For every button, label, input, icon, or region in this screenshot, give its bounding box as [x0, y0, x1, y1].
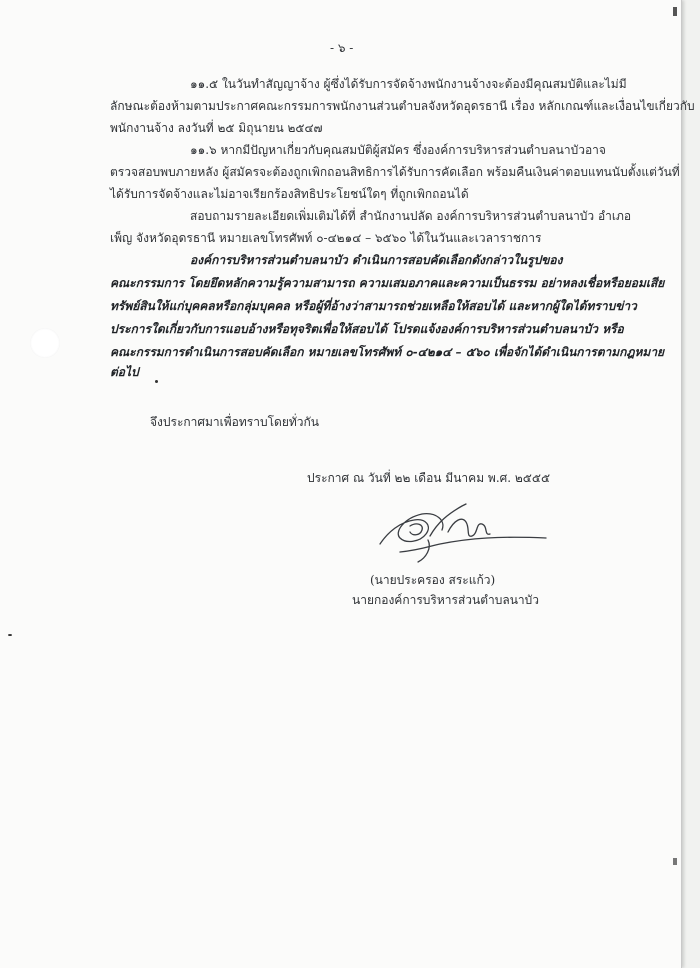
announcement-date: ประกาศ ณ วันที่ ๒๒ เดือน มีนาคม พ.ศ. ๒๕๕๕: [307, 471, 551, 485]
paragraph-11-6-line-3: ได้รับการจัดจ้างและไม่อาจเรียกร้องสิทธิประโยชน์ใดๆ ที่ถูกเพิกถอนได้: [110, 187, 469, 201]
signatory-name: (นายประครอง สระแก้ว): [370, 573, 496, 587]
notice-line-6: ต่อไป: [110, 365, 139, 379]
page-number: - ๖ -: [330, 41, 354, 55]
closing-statement: จึงประกาศมาเพื่อทราบโดยทั่วกัน: [150, 415, 319, 429]
paragraph-11-6-line-2: ตรวจสอบพบภายหลัง ผู้สมัครจะต้องถูกเพิกถอนสิทธิการได้รับการคัดเลือก พร้อมคืนเงินค่าตอบแทนนับตั้งแต่วันที่: [110, 165, 680, 179]
notice-line-5: คณะกรรมการดำเนินการสอบคัดเลือก หมายเลขโทรศัพท์ ๐-๔๒๑๔ – ๕๖๐ เพื่อจักได้ดำเนินการตามกฎหมาย: [110, 345, 665, 359]
page-edge-line: [681, 0, 682, 968]
signatory-position: นายกองค์การบริหารส่วนตำบลนาบัว: [352, 593, 540, 607]
notice-line-1: องค์การบริหารส่วนตำบลนาบัว ดำเนินการสอบคัดเลือกดังกล่าวในรูปของ: [190, 253, 563, 267]
scan-speck: [155, 380, 158, 383]
scan-speck: [8, 634, 12, 636]
inquiry-line-2: เพ็ญ จังหวัดอุดรธานี หมายเลขโทรศัพท์ ๐-๔๒๑๔ – ๖๕๖๐ ได้ในวันและเวลาราชการ: [110, 231, 542, 245]
notice-line-3: ทรัพย์สินให้แก่บุคคลหรือกลุ่มบุคคล หรือผู้ที่อ้างว่าสามารถช่วยเหลือให้สอบได้ และหากผู้ใดได้ทราบข่าว: [110, 299, 637, 313]
paragraph-11-5-line-1: ๑๑.๕ ในวันทำสัญญาจ้าง ผู้ซึ่งได้รับการจัดจ้างพนักงานจ้างจะต้องมีคุณสมบัติและไม่มี: [190, 77, 627, 91]
punch-hole: [30, 328, 60, 358]
paragraph-11-5-line-3: พนักงานจ้าง ลงวันที่ ๒๕ มิถุนายน ๒๕๔๗: [110, 121, 323, 135]
signature: [370, 492, 550, 572]
paragraph-11-5-line-2: ลักษณะต้องห้ามตามประกาศคณะกรรมการพนักงานส่วนตำบลจังหวัดอุดรธานี เรื่อง หลักเกณฑ์และเงื่อนไขเกี่ยวกับ: [110, 99, 695, 113]
notice-line-2: คณะกรรมการ โดยยึดหลักความรู้ความสามารถ ความเสมอภาคและความเป็นธรรม อย่าหลงเชื่อหรือยอมเสีย: [110, 276, 665, 290]
inquiry-line-1: สอบถามรายละเอียดเพิ่มเติมได้ที่ สำนักงานปลัด องค์การบริหารส่วนตำบลนาบัว อำเภอ: [190, 209, 632, 223]
edge-mark-top: [673, 7, 677, 16]
edge-mark-bottom: [673, 858, 677, 865]
notice-line-4: ประการใดเกี่ยวกับการแอบอ้างหรือทุจริตเพื่อให้สอบได้ โปรดแจ้งองค์การบริหารส่วนตำบลนาบัว หรือ: [110, 322, 624, 336]
paragraph-11-6-line-1: ๑๑.๖ หากมีปัญหาเกี่ยวกับคุณสมบัติผู้สมัคร ซึ่งองค์การบริหารส่วนตำบลนาบัวอาจ: [190, 143, 606, 157]
